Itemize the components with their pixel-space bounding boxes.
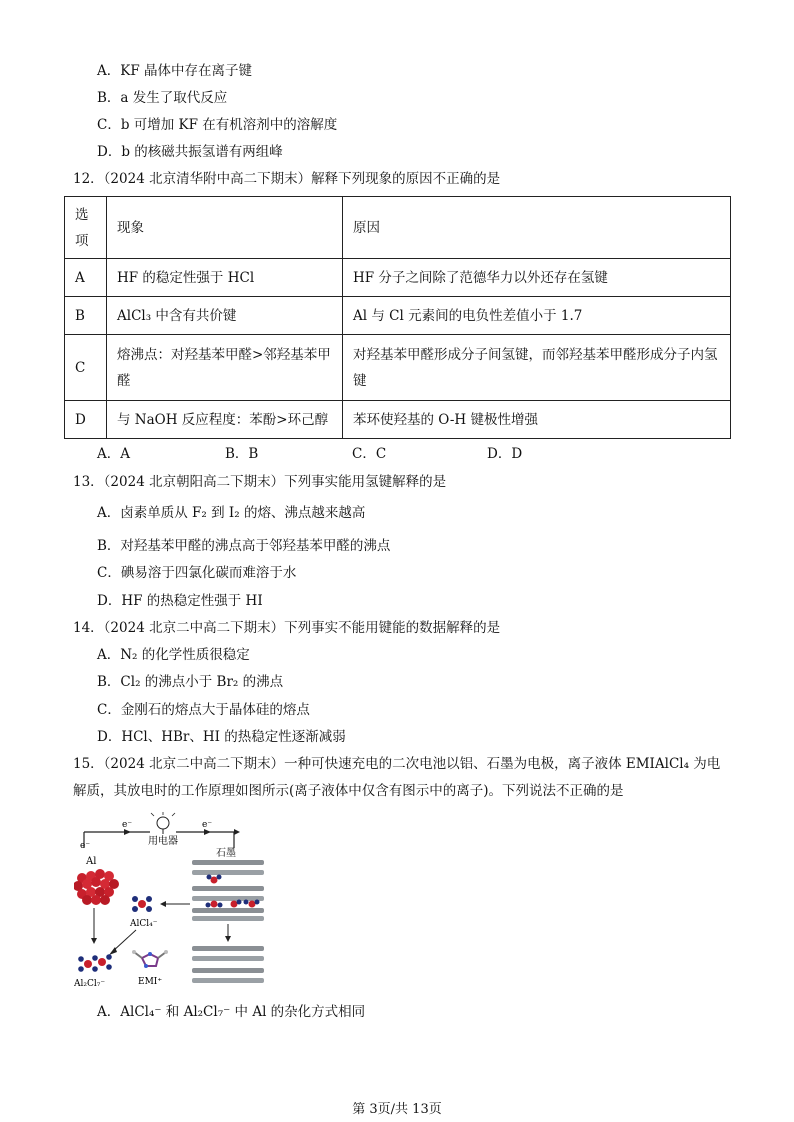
q14-option-d: D．HCl、HBr、HI 的热稳定性逐渐减弱 — [97, 729, 346, 745]
cell-phenomenon: AlCl₃ 中含有共价键 — [107, 297, 343, 335]
q14-option-c: C．金刚石的熔点大于晶体硅的熔点 — [97, 702, 310, 718]
cell-reason: 苯环使羟基的 O-H 键极性增强 — [343, 401, 731, 439]
q15-stem-line1: 15．（2024 北京二中高二下期末）一种可快速充电的二次电池以铝、石墨为电极，离子液体 EMIAlCl₄ 为电 — [73, 756, 721, 772]
table-row — [65, 259, 731, 297]
cell-reason: Al 与 Cl 元素间的电负性差值小于 1.7 — [343, 297, 731, 335]
cell-phenomenon: 与 NaOH 反应程度：苯酚>环己醇 — [107, 401, 343, 439]
q14-stem: 14．（2024 北京二中高二下期末）下列事实不能用键能的数据解释的是 — [73, 620, 501, 636]
cell-option: A — [65, 259, 107, 297]
header-option: 选 项 — [65, 197, 107, 259]
alcl4-label: AlCl₄⁻ — [130, 919, 158, 929]
q12-choices — [97, 445, 567, 463]
cell-reason: HF 分子之间除了范德华力以外还存在氢键 — [343, 259, 731, 297]
q13-option-b: B．对羟基苯甲醛的沸点高于邻羟基苯甲醛的沸点 — [97, 538, 391, 554]
electron-label-left: e⁻ — [80, 841, 91, 851]
device-label: 用电器 — [148, 836, 178, 847]
page-footer: 第 3页/共 13页 — [352, 1102, 442, 1117]
table-row — [65, 335, 731, 401]
header-phenomenon: 现象 — [107, 197, 343, 259]
emi-label: EMI⁺ — [138, 977, 163, 987]
q13-stem: 13．（2024 北京朝阳高二下期末）下列事实能用氢键解释的是 — [73, 474, 447, 490]
cell-option: C — [65, 335, 107, 401]
cell-phenomenon: 熔沸点：对羟基苯甲醛>邻羟基苯甲醛 — [107, 335, 343, 401]
graphite-layers — [192, 860, 264, 983]
q15-stem-line2: 解质，其放电时的工作原理如图所示(离子液体中仅含有图示中的离子)。下列说法不正确的是 — [73, 783, 624, 799]
q12-choice-b: B．B — [225, 446, 259, 462]
electron-label-mid2: e⁻ — [202, 820, 213, 830]
electron-label-mid1: e⁻ — [122, 820, 133, 830]
q11-option-a: A．KF 晶体中存在离子键 — [97, 63, 252, 79]
q11-option-d: D．b 的核磁共振氢谱有两组峰 — [97, 144, 283, 160]
battery-diagram — [74, 812, 274, 992]
al-crystal — [74, 869, 119, 905]
q13-option-d: D．HF 的热稳定性强于 HI — [97, 593, 263, 609]
alcl4-molecule — [132, 896, 152, 912]
cell-reason: 对羟基苯甲醛形成分子间氢键，而邻羟基苯甲醛形成分子内氢键 — [343, 335, 731, 401]
cell-option: D — [65, 401, 107, 439]
q13-option-c: C．碘易溶于四氯化碳而难溶于水 — [97, 565, 297, 581]
cell-option: B — [65, 297, 107, 335]
q11-option-c: C．b 可增加 KF 在有机溶剂中的溶解度 — [97, 117, 338, 133]
q14-option-b: B．Cl₂ 的沸点小于 Br₂ 的沸点 — [97, 674, 284, 690]
al-label: Al — [86, 856, 97, 867]
al2cl7-label: Al₂Cl₇⁻ — [74, 979, 106, 989]
header-reason: 原因 — [343, 197, 731, 259]
q12-choice-d: D．D — [487, 446, 523, 462]
table-row — [65, 297, 731, 335]
table-header-row — [65, 197, 731, 259]
cell-phenomenon: HF 的稳定性强于 HCl — [107, 259, 343, 297]
table-row — [65, 401, 731, 439]
q12-choice-a: A．A — [97, 446, 130, 462]
bulb-icon — [151, 812, 175, 834]
graphite-label: 石墨 — [216, 848, 236, 859]
q14-option-a: A．N₂ 的化学性质很稳定 — [97, 647, 250, 663]
q13-option-a: A．卤素单质从 F₂ 到 I₂ 的熔、沸点越来越高 — [97, 505, 366, 521]
q12-stem: 12．（2024 北京清华附中高二下期末）解释下列现象的原因不正确的是 — [73, 171, 501, 187]
emi-molecule — [132, 950, 168, 968]
q12-table — [64, 196, 731, 439]
q11-option-b: B．a 发生了取代反应 — [97, 90, 228, 106]
q15-option-a: A．AlCl₄⁻ 和 Al₂Cl₇⁻ 中 Al 的杂化方式相同 — [97, 1004, 366, 1020]
q12-choice-c: C．C — [352, 446, 387, 462]
al2cl7-molecule — [78, 954, 112, 972]
